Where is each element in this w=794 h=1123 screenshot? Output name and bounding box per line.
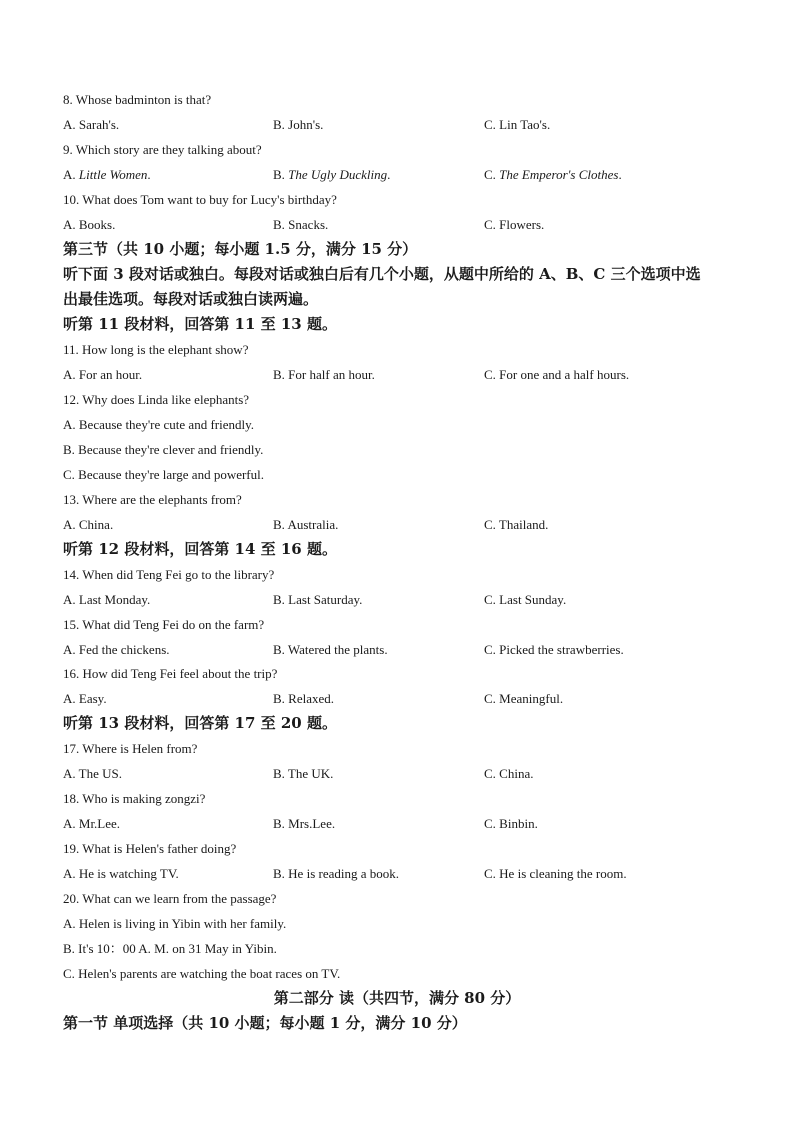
question-9: 9. Which story are they talking about? [63,142,262,157]
q16-option-b: B. Relaxed. [273,691,335,706]
q11-option-c: C. For one and a half hours. [484,367,630,382]
q19-option-a: A. He is watching TV. [63,866,179,881]
q14-option-c: C. Last Sunday. [484,592,567,607]
q19-option-b: B. He is reading a book. [273,866,400,881]
section-3-instructions-line2: 出最佳选项。每段对话或独白读两遍。 [63,290,319,308]
q9-option-b: B. The Ugly Duckling. [273,167,391,182]
q8-option-c: C. Lin Tao's. [484,117,551,132]
q15-option-c: C. Picked the strawberries. [484,642,624,657]
q10-option-b: B. Snacks. [273,217,329,232]
question-14: 14. When did Teng Fei go to the library? [63,567,275,582]
q14-option-a: A. Last Monday. [63,592,151,607]
q17-option-c: C. China. [484,766,534,781]
q8-option-a: A. Sarah's. [63,117,120,132]
question-19: 19. What is Helen's father doing? [63,841,237,856]
q12-option-b: B. Because they're clever and friendly. [63,442,264,457]
question-17: 17. Where is Helen from? [63,741,198,756]
material-13-heading: 听第 13 段材料，回答第 17 至 20 题。 [63,714,337,732]
q11-option-b: B. For half an hour. [273,367,375,382]
section-3-title: 第三节（共 10 小题；每小题 1.5 分，满分 15 分） [63,240,418,258]
question-8: 8. Whose badminton is that? [63,92,212,107]
q12-option-c: C. Because they're large and powerful. [63,467,264,482]
q13-option-a: A. China. [63,517,114,532]
question-12: 12. Why does Linda like elephants? [63,392,250,407]
q16-option-c: C. Meaningful. [484,691,564,706]
q17-option-b: B. The UK. [273,766,334,781]
q20-option-c: C. Helen's parents are watching the boat races on TV. [63,966,341,981]
q18-option-a: A. Mr.Lee. [63,816,121,831]
q9-option-a: A. Little Women. [63,167,151,182]
question-11: 11. How long is the elephant show? [63,342,249,357]
q13-option-c: C. Thailand. [484,517,549,532]
q14-option-b: B. Last Saturday. [273,592,363,607]
q10-option-a: A. Books. [63,217,116,232]
q15-option-a: A. Fed the chickens. [63,642,170,657]
q10-option-c: C. Flowers. [484,217,545,232]
q16-option-a: A. Easy. [63,691,107,706]
section-3-instructions-line1: 听下面 3 段对话或独白。每段对话或独白后有几个小题，从题中所给的 A、B、C 三个选项中选 [63,265,701,283]
q20-option-b: B. It's 10：00 A. M. on 31 May in Yibin. [63,941,277,956]
question-15: 15. What did Teng Fei do on the farm? [63,617,265,632]
q13-option-b: B. Australia. [273,517,339,532]
material-11-heading: 听第 11 段材料，回答第 11 至 13 题。 [63,315,337,333]
q8-option-b: B. John's. [273,117,324,132]
question-10: 10. What does Tom want to buy for Lucy's birthday? [63,192,337,207]
q9-option-c: C. The Emperor's Clothes. [484,167,622,182]
question-18: 18. Who is making zongzi? [63,791,206,806]
q15-option-b: B. Watered the plants. [273,642,388,657]
q20-option-a: A. Helen is living in Yibin with her family. [63,916,287,931]
question-16: 16. How did Teng Fei feel about the trip? [63,666,278,681]
q17-option-a: A. The US. [63,766,122,781]
material-12-heading: 听第 12 段材料，回答第 14 至 16 题。 [63,540,337,558]
part-2-title: 第二部分 读（共四节，满分 80 分） [273,989,521,1007]
question-20: 20. What can we learn from the passage? [63,891,277,906]
q18-option-b: B. Mrs.Lee. [273,816,336,831]
q19-option-c: C. He is cleaning the room. [484,866,627,881]
question-13: 13. Where are the elephants from? [63,492,242,507]
q12-option-a: A. Because they're cute and friendly. [63,417,255,432]
q18-option-c: C. Binbin. [484,816,538,831]
part-2-section-1-title: 第一节 单项选择（共 10 小题；每小题 1 分，满分 10 分） [63,1014,467,1032]
q11-option-a: A. For an hour. [63,367,143,382]
